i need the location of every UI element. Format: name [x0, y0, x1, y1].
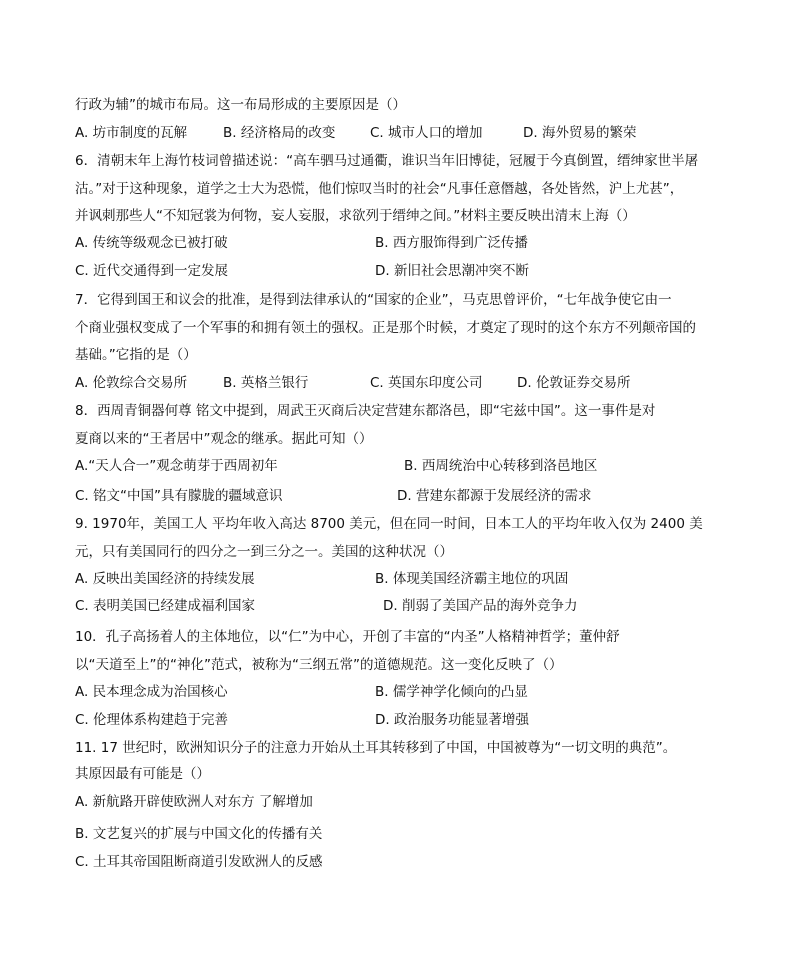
q7-stem-line-1: 7．它得到国王和议会的批准，是得到法律承认的“国家的企业”，马克思曾评价，“七年战争使它由一 — [75, 292, 672, 308]
q7-option-d: D. 伦敦证券交易所 — [517, 375, 631, 391]
q8-option-b: B. 西周统治中心转移到洛邑地区 — [404, 458, 598, 474]
q9-stem-line-1: 9. 1970年，美国工人 平均年收入高达 8700 美元，但在同一时间，日本工人的平均年收入仅为 2400 美 — [75, 516, 703, 532]
q10-option-a: A. 民本理念成为治国核心 — [75, 684, 228, 700]
q8-stem-line-1: 8．西周青铜器何尊 铭文中提到，周武王灭商后决定营建东都洛邑，即“宅兹中国”。这一事件是对 — [75, 403, 656, 419]
q10-option-d: D. 政治服务功能显著增强 — [375, 712, 529, 728]
q10-stem-line-1: 10．孔子高扬着人的主体地位，以“仁”为中心，开创了丰富的“内圣”人格精神哲学；董仲舒 — [75, 629, 620, 645]
q6-option-d: D. 新旧社会思潮冲突不断 — [375, 263, 529, 279]
q8-option-a: A.“天人合一”观念萌芽于西周初年 — [75, 458, 278, 474]
q7-option-c: C. 英国东印度公司 — [370, 375, 483, 391]
q9-option-a: A. 反映出美国经济的持续发展 — [75, 571, 255, 587]
q6-stem-line-1: 6．清朝末年上海竹枝词曾描述说：“高车驷马过通衢，谁识当年旧博徒，冠履于今真倒置，缙绅家世半屠 — [75, 153, 699, 169]
q5-option-a: A. 坊市制度的瓦解 — [75, 125, 188, 141]
q9-option-d: D. 削弱了美国产品的海外竞争力 — [383, 598, 578, 614]
q6-option-a: A. 传统等级观念已被打破 — [75, 235, 228, 251]
q8-stem-line-2: 夏商以来的“王者居中”观念的继承。据此可知（） — [75, 431, 373, 447]
q5-option-b: B. 经济格局的改变 — [223, 125, 336, 141]
q7-stem-line-2: 个商业强权变成了一个军事的和拥有领土的强权。正是那个时候，才奠定了现时的这个东方不列颠帝国的 — [75, 320, 696, 336]
q9-option-b: B. 体现美国经济霸主地位的巩固 — [375, 571, 569, 587]
q5-option-c: C. 城市人口的增加 — [370, 125, 483, 141]
q7-option-a: A. 伦敦综合交易所 — [75, 375, 188, 391]
q10-stem-line-2: 以“天道至上”的“神化”范式，被称为“三纲五常”的道德规范。这一变化反映了（） — [75, 657, 563, 673]
q6-stem-line-2: 沽。”对于这种现象，道学之士大为恐慌，他们惊叹当时的社会“凡事任意僭越，各处皆然，沪上尤甚”， — [75, 181, 684, 197]
q10-option-b: B. 儒学神学化倾向的凸显 — [375, 684, 528, 700]
q8-option-c: C. 铭文“中国”具有朦胧的疆域意识 — [75, 488, 283, 504]
q11-option-a: A. 新航路开辟使欧洲人对东方 了解增加 — [75, 794, 313, 810]
q5-stem-line: 行政为辅”的城市布局。这一布局形成的主要原因是（） — [75, 97, 406, 113]
q7-stem-line-3: 基础。”它指的是（） — [75, 347, 197, 363]
q8-option-d: D. 营建东都源于发展经济的需求 — [397, 488, 592, 504]
q7-option-b: B. 英格兰银行 — [223, 375, 309, 391]
q5-option-d: D. 海外贸易的繁荣 — [523, 125, 637, 141]
q11-stem-line-2: 其原因最有可能是（） — [75, 766, 210, 782]
q9-option-c: C. 表明美国已经建成福利国家 — [75, 598, 256, 614]
q11-stem-line-1: 11. 17 世纪时，欧洲知识分子的注意力开始从土耳其转移到了中国，中国被尊为“一切文明的典范”。 — [75, 740, 677, 756]
q6-stem-line-3: 并讽刺那些人“不知冠裳为何物，妄人妄服，求欲列于缙绅之间。”材料主要反映出清末上海（） — [75, 208, 636, 224]
q9-stem-line-2: 元，只有美国同行的四分之一到三分之一。美国的这种状况（） — [75, 544, 453, 560]
q11-option-c: C. 土耳其帝国阻断商道引发欧洲人的反感 — [75, 854, 323, 870]
q10-option-c: C. 伦理体系构建趋于完善 — [75, 712, 229, 728]
q11-option-b: B. 文艺复兴的扩展与中国文化的传播有关 — [75, 826, 323, 842]
q6-option-b: B. 西方服饰得到广泛传播 — [375, 235, 528, 251]
q6-option-c: C. 近代交通得到一定发展 — [75, 263, 229, 279]
